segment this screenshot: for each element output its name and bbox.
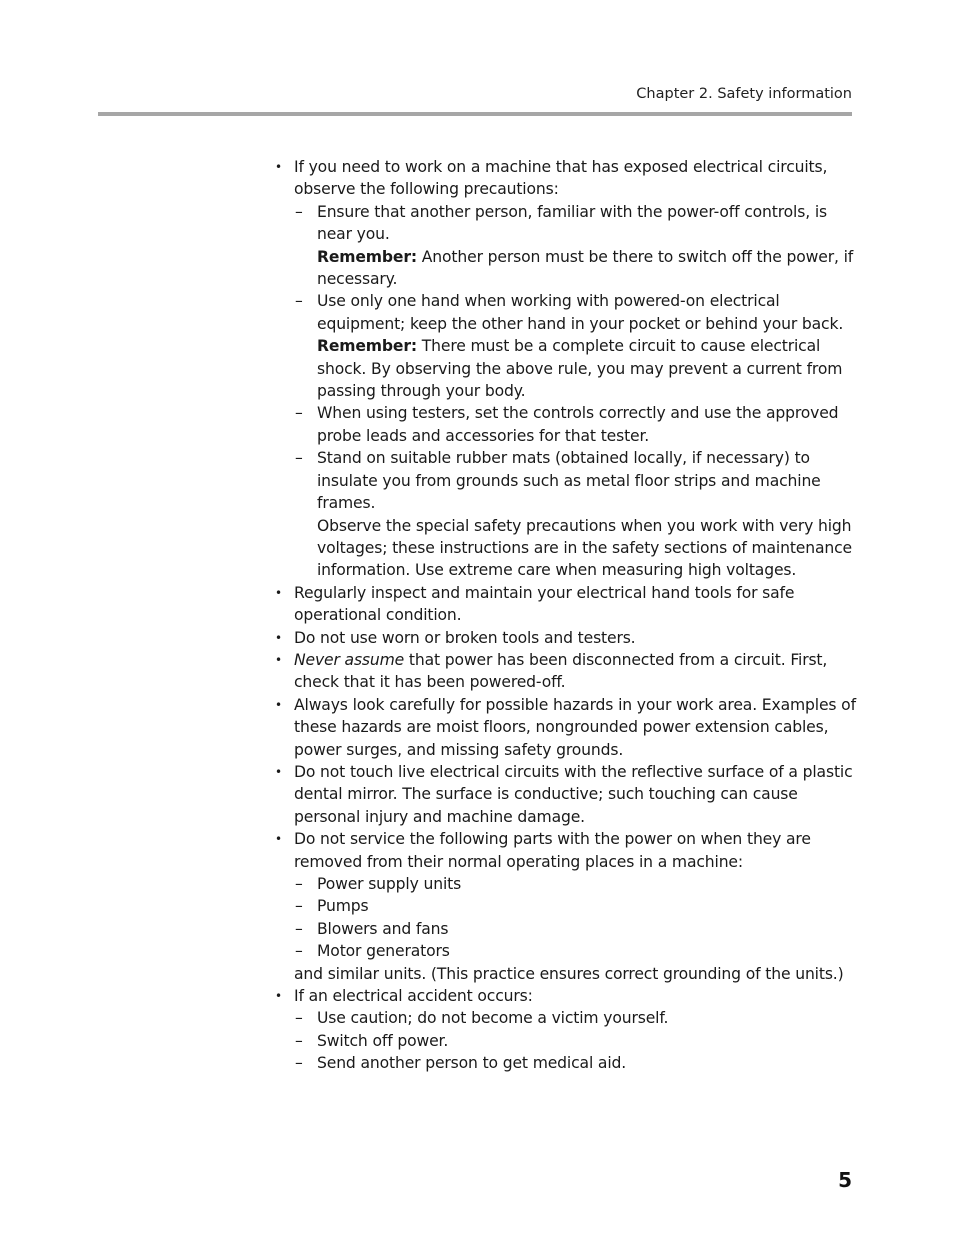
bullet-item [274,156,860,201]
item-text: Another person must be there to switch off the power, if necessary. [317,247,854,289]
sub-item [274,895,860,917]
sub-item [274,201,860,246]
item-text: There must be a complete circuit to cause electrical shock. By observing the above rule, you may prevent a current from passing through your body. [317,337,843,401]
sub-item [274,1007,860,1029]
remember-label: Remember: [317,247,417,266]
dash-marker: – [295,1054,303,1073]
bullet-item [274,985,860,1007]
bullet-marker: • [275,652,282,667]
sub-item [274,1052,860,1074]
sub-item [274,873,860,895]
safety-list [274,156,860,1075]
item-text: Do not service the following parts with the power on when they are removed from their normal operating places in a machine: [294,830,811,871]
sub-item [274,402,860,447]
bullet-marker: • [275,160,282,174]
bullet-marker: • [275,989,282,1004]
bullet-marker: • [275,630,282,645]
dash-marker: – [295,202,303,221]
item-text: Blowers and fans [317,919,449,938]
item-text: If an electrical accident occurs: [294,987,533,1006]
continuation-paragraph [274,335,860,402]
page-number: 5 [838,1168,852,1192]
item-text: Do not use worn or broken tools and testers. [294,628,636,647]
item-text: Always look carefully for possible hazards in your work area. Examples of these hazards are moist floors, nongrounded power extension cables, power surges, and missing safety grounds. [294,695,856,759]
item-text: If you need to work on a machine that has exposed electrical circuits, observe the following precautions: [294,158,828,199]
item-text: Motor generators [317,942,450,961]
item-text: Do not touch live electrical circuits with the reflective surface of a plastic dental mirror. The surface is conductive; such touching can cause personal injury and machine damage. [294,762,853,826]
bullet-item [274,828,860,873]
item-text: Regularly inspect and maintain your electrical hand tools for safe operational condition. [294,583,795,625]
continuation-paragraph [274,963,860,985]
bullet-marker: • [275,585,282,600]
item-text: Observe the special safety precautions when you work with very high voltages; these instructions are in the safety sections of maintenance information. Use extreme care when measuring high voltages. [317,516,852,580]
item-text: Pumps [317,897,369,916]
item-text: that power has been disconnected from a circuit. First, check that it has been powered-off. [294,650,828,692]
bullet-item [274,582,860,627]
bullet-marker: • [275,764,282,779]
item-text: Switch off power. [317,1031,449,1050]
bullet-item [274,627,860,649]
item-text: Use caution; do not become a victim yourself. [317,1009,669,1028]
running-header: Chapter 2. Safety information [636,86,852,102]
dash-marker: – [295,1031,303,1050]
sub-item [274,290,860,335]
dash-marker: – [295,292,303,311]
dash-marker: – [295,942,303,961]
dash-marker: – [295,897,303,916]
dash-marker: – [295,404,303,423]
remember-label: Remember: [317,337,417,356]
emphasis-text: Never assume [294,650,405,669]
header-rule [98,112,852,116]
dash-marker: – [295,1009,303,1028]
sub-item [274,1030,860,1052]
item-text: Send another person to get medical aid. [317,1054,627,1073]
bullet-marker: • [275,832,282,847]
sub-item [274,940,860,962]
sub-item [274,447,860,514]
item-text: Ensure that another person, familiar with the power-off controls, is near you. [317,202,827,244]
continuation-paragraph [274,246,860,291]
item-text: and similar units. (This practice ensures correct grounding of the units.) [294,964,844,983]
item-text: When using testers, set the controls correctly and use the approved probe leads and accessories for that tester. [317,404,839,445]
bullet-marker: • [275,697,282,712]
dash-marker: – [295,919,303,938]
sub-item [274,918,860,940]
bullet-item [274,694,860,761]
dash-marker: – [295,449,303,468]
bullet-item [274,649,860,694]
item-text: Use only one hand when working with powered-on electrical equipment; keep the other hand in your pocket or behind your back. [317,292,844,333]
continuation-paragraph [274,515,860,582]
dash-marker: – [295,875,303,893]
item-text: Power supply units [317,875,462,893]
bullet-item [274,761,860,828]
item-text: Stand on suitable rubber mats (obtained locally, if necessary) to insulate you from grounds such as metal floor strips and machine frames. [317,449,821,513]
